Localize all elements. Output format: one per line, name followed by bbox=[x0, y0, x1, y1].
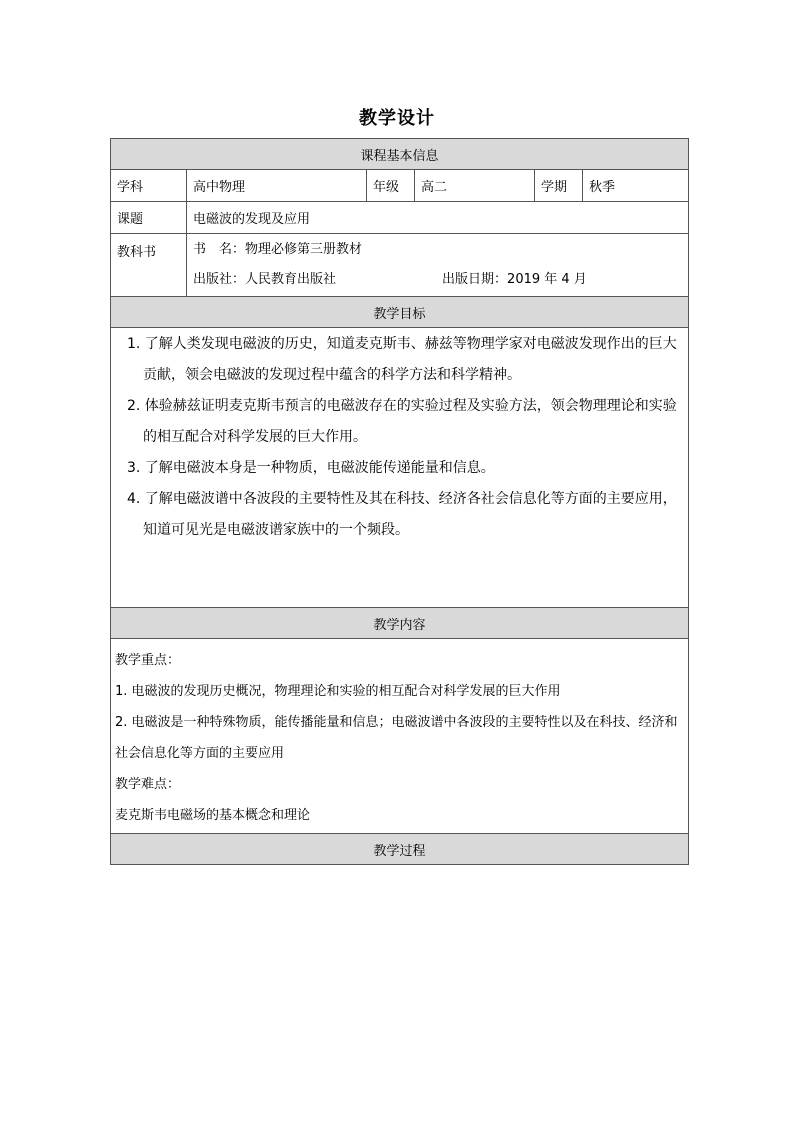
publisher-line bbox=[193, 265, 682, 295]
goals-row bbox=[111, 328, 689, 608]
lesson-plan-table bbox=[110, 138, 689, 865]
info-row-topic bbox=[111, 202, 689, 234]
book-name-label: 书 名： bbox=[193, 242, 246, 257]
difficulty-text: 麦克斯韦电磁场的基本概念和理论 bbox=[115, 808, 311, 823]
section-header-goals bbox=[111, 297, 689, 328]
content-row bbox=[111, 639, 689, 834]
publish-date-value: 2019 年 4 月 bbox=[507, 272, 587, 287]
term-value: 秋季 bbox=[583, 170, 689, 202]
info-row-subject bbox=[111, 170, 689, 202]
topic-value: 电磁波的发现及应用 bbox=[187, 202, 689, 234]
key-points-label: 教学重点： bbox=[115, 653, 181, 668]
goals-list bbox=[119, 329, 688, 546]
book-name-line bbox=[193, 235, 682, 265]
grade-label: 年级 bbox=[367, 170, 415, 202]
book-name-value: 物理必修第三册教材 bbox=[245, 242, 363, 257]
subject-value: 高中物理 bbox=[187, 170, 367, 202]
section-title-goals: 教学目标 bbox=[111, 297, 689, 328]
document-title: 教学设计 bbox=[359, 108, 435, 129]
goal-item-2: 2. 体验赫兹证明麦克斯韦预言的电磁波存在的实验过程及实验方法，领会物理理论和实验的相互配合对科学发展的巨大作用。 bbox=[127, 398, 677, 445]
publisher-value: 人民教育出版社 bbox=[245, 272, 337, 287]
goal-item-1: 1. 了解人类发现电磁波的历史，知道麦克斯韦、赫兹等物理学家对电磁波发现作出的巨大贡献，领会电磁波的发现过程中蕴含的科学方法和科学精神。 bbox=[127, 336, 677, 383]
section-header-content bbox=[111, 608, 689, 639]
goal-item-4: 4. 了解电磁波谱中各波段的主要特性及其在科技、经济各社会信息化等方面的主要应用，知道可见光是电磁波谱家族中的一个频段。 bbox=[127, 491, 677, 538]
section-title-process: 教学过程 bbox=[111, 834, 689, 865]
term-label: 学期 bbox=[535, 170, 583, 202]
goals-cell bbox=[111, 328, 689, 608]
difficulties-label: 教学难点： bbox=[115, 777, 181, 792]
grade-value: 高二 bbox=[415, 170, 535, 202]
section-header-basic-info bbox=[111, 139, 689, 170]
textbook-details bbox=[187, 234, 689, 297]
goal-item-3: 3. 了解电磁波本身是一种物质，电磁波能传递能量和信息。 bbox=[127, 460, 495, 476]
info-row-textbook bbox=[111, 234, 689, 297]
content-cell bbox=[111, 639, 689, 834]
publish-date-label: 出版日期： bbox=[442, 272, 508, 287]
key-point-item-2: 2. 电磁波是一种特殊物质，能传播能量和信息；电磁波谱中各波段的主要特性以及在科技、经济和社会信息化等方面的主要应用 bbox=[115, 715, 678, 761]
topic-label: 课题 bbox=[111, 202, 187, 234]
section-title-content: 教学内容 bbox=[111, 608, 689, 639]
key-point-item-1: 1. 电磁波的发现历史概况，物理理论和实验的相互配合对科学发展的巨大作用 bbox=[115, 684, 561, 699]
subject-label: 学科 bbox=[111, 170, 187, 202]
section-title-basic-info: 课程基本信息 bbox=[111, 139, 689, 170]
publisher-label: 出版社： bbox=[193, 272, 246, 287]
textbook-label: 教科书 bbox=[111, 234, 187, 297]
section-header-process bbox=[111, 834, 689, 865]
